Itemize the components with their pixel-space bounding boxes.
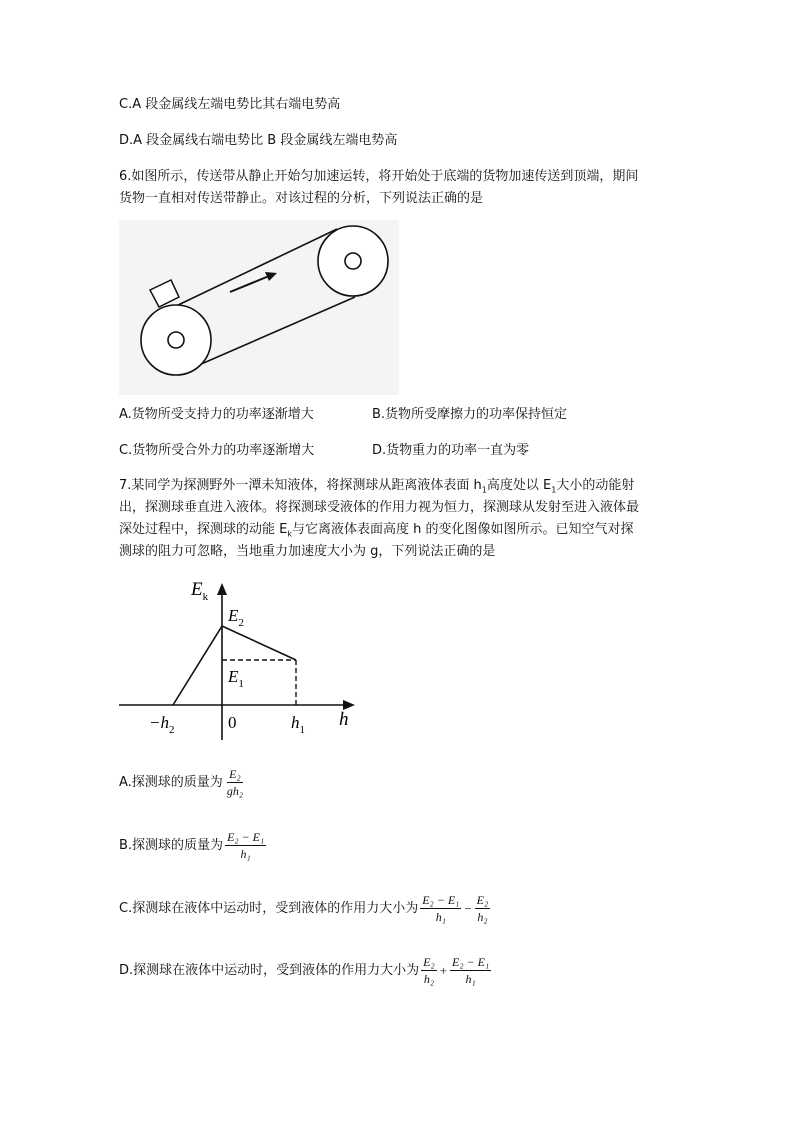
q7-stem-line4: 测球的阻力可忽略，当地重力加速度大小为 g，下列说法正确的是 bbox=[119, 544, 496, 559]
q6-option-c: C.货物所受合外力的功率逐渐增大 bbox=[119, 443, 315, 458]
ek-axis-arrow bbox=[217, 583, 227, 595]
h1-label: $h_1$ bbox=[291, 713, 305, 736]
graph-line-in-liquid bbox=[173, 626, 222, 705]
origin-label: 0 bbox=[228, 713, 237, 732]
q6-stem-line1: 6.如图所示，传送带从静止开始匀加速运转，将开始处于底端的货物加速传送到顶端，期间 bbox=[119, 169, 639, 184]
h-axis-label: h bbox=[339, 709, 349, 730]
q6-option-b: B.货物所受摩擦力的功率保持恒定 bbox=[372, 407, 568, 422]
q7-option-c: C.探测球在液体中运动时，受到液体的作用力大小为 $\frac{\text{E₂ − E₁}}{\text{h₁}}$ − $\frac{\text{E₂}}{\text{h₂}}$ bbox=[119, 893, 489, 924]
option-b-fraction: $\frac{\text{E₂ − E₁}}{\text{h₁}}$ bbox=[227, 830, 265, 861]
e1-label: $E_1$ bbox=[228, 667, 244, 690]
ek-h-graph bbox=[119, 578, 364, 743]
q5-option-c: C.A 段金属线左端电势比其右端电势高 bbox=[119, 97, 341, 112]
top-pulley-axle bbox=[345, 253, 361, 269]
q7-stem-line3: 深处过程中，探测球的动能 $E_k$与它离液体表面高度 h 的变化图像如图所示。已知空气对探 bbox=[119, 522, 634, 539]
q7-stem-line2: 出，探测球垂直进入液体。将探测球受液体的作用力视为恒力，探测球从发射至进入液体最 bbox=[119, 500, 640, 515]
e2-label: $E_2$ bbox=[228, 606, 244, 629]
q7-stem-line1: 7.某同学为探测野外一潭未知液体，将探测球从距离液体表面 $h_1$高度处以 $E_1$大小的动能射 bbox=[119, 478, 635, 495]
graph-line-in-air bbox=[222, 626, 296, 660]
q7-option-b: B.探测球的质量为 $\frac{\text{E₂ − E₁}}{\text{h₁}}$ bbox=[119, 830, 265, 861]
neg-h2-label: $-h_2$ bbox=[149, 713, 175, 736]
q6-option-d: D.货物重力的功率一直为零 bbox=[372, 443, 530, 458]
q7-option-a: A.探测球的质量为 $\frac{\text{E₂}}{\text{gh₂}}$ bbox=[119, 767, 243, 798]
q5-option-d: D.A 段金属线右端电势比 B 段金属线左端电势高 bbox=[119, 133, 398, 148]
option-c-fraction-2: $\frac{\text{E₂}}{\text{h₂}}$ bbox=[476, 893, 489, 924]
q6-option-a: A.货物所受支持力的功率逐渐增大 bbox=[119, 407, 314, 422]
option-c-fraction-1: $\frac{\text{E₂ − E₁}}{\text{h₁}}$ bbox=[422, 893, 460, 924]
q6-stem-line2: 货物一直相对传送带静止。对该过程的分析，下列说法正确的是 bbox=[119, 191, 484, 206]
option-a-fraction: $\frac{\text{E₂}}{\text{gh₂}}$ bbox=[226, 767, 243, 798]
q7-option-d: D.探测球在液体中运动时，受到液体的作用力大小为 $\frac{\text{E₂}}{\text{h₂}}$ + $\frac{\text{E₂ − E₁}}{\text{h₁}}$ bbox=[119, 955, 490, 986]
option-d-fraction-1: $\frac{\text{E₂}}{\text{h₂}}$ bbox=[423, 955, 435, 986]
conveyor-belt-figure bbox=[119, 220, 399, 395]
ek-axis-label: $E_k$ bbox=[191, 579, 209, 603]
bottom-pulley-axle bbox=[168, 332, 184, 348]
option-d-fraction-2: $\frac{\text{E₂ − E₁}}{\text{h₁}}$ bbox=[452, 955, 490, 986]
